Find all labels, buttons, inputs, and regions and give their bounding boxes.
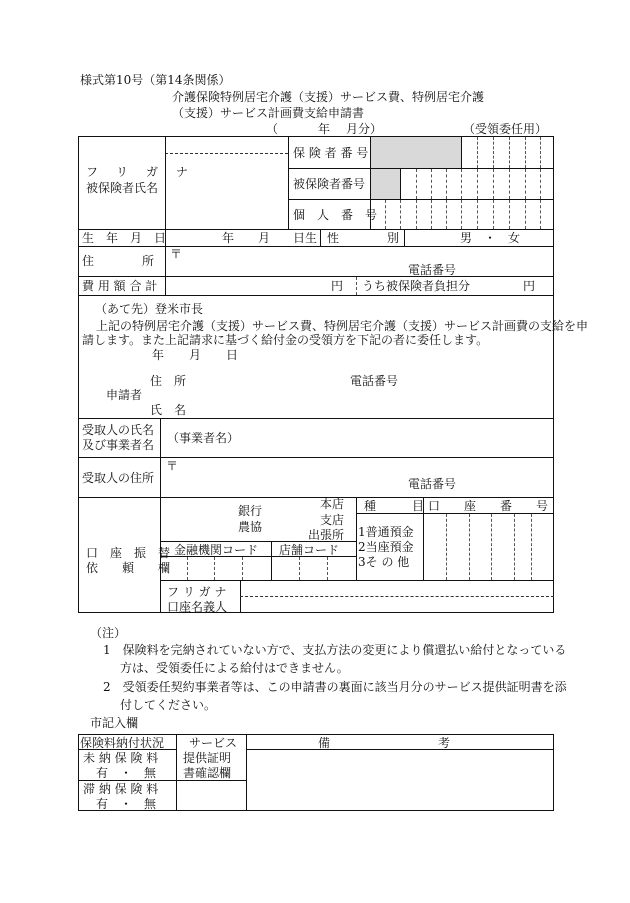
unpaid-premium-options[interactable]: 有 ・ 無 bbox=[96, 766, 157, 780]
period-year: 年 bbox=[318, 122, 331, 136]
insurer-number-label: 保 険 者 番 号 bbox=[293, 146, 369, 160]
account-type-current[interactable]: 2当座預金 bbox=[358, 540, 414, 554]
recipient-postal-mark: 〒 bbox=[166, 459, 179, 473]
postal-mark: 〒 bbox=[170, 247, 183, 261]
note-1-line-1: 1 保険料を完納されていない方で、支払方法の変更により償還払い給付となっている bbox=[103, 643, 567, 657]
applicant-label: 申請者 bbox=[106, 388, 143, 402]
period-month: 月分） bbox=[346, 122, 383, 136]
phone-label: 電話番号 bbox=[408, 263, 457, 277]
account-type-header: 種 目 bbox=[364, 499, 425, 513]
period-open: （ bbox=[266, 122, 279, 136]
branch-code-label: 店舗コード bbox=[279, 543, 340, 557]
account-number-header: 口 座 番 号 bbox=[428, 499, 549, 513]
city-section-heading: 市記入欄 bbox=[90, 716, 139, 730]
applicant-phone-label: 電話番号 bbox=[350, 374, 399, 388]
applicant-name-label: 氏 名 bbox=[150, 403, 187, 417]
request-date-year: 年 bbox=[152, 348, 165, 362]
insured-name-label: 被保険者氏名 bbox=[86, 181, 159, 195]
insured-number-label: 被保険者番号 bbox=[293, 177, 366, 191]
bank-section-label-1: 口 座 振 替 bbox=[86, 546, 171, 560]
account-type-other[interactable]: 3そ の 他 bbox=[358, 555, 410, 569]
unpaid-premium-label: 未 納 保 険 料 bbox=[83, 751, 159, 765]
note-2-line-1: 2 受領委任契約事業者等は、この申請書の裏面に該当月分のサービス提供証明書を添 bbox=[103, 680, 567, 694]
account-holder-label: 口座名義人 bbox=[167, 600, 228, 614]
notes-heading: （注） bbox=[90, 626, 127, 640]
payment-status-label: 保険料納付状況 bbox=[80, 736, 165, 750]
recipient-name-label-1: 受取人の氏名 bbox=[82, 423, 155, 437]
address-label: 住 所 bbox=[82, 254, 155, 268]
birth-date-label: 生 年 月 日 bbox=[82, 231, 167, 245]
branch-label: 支店 bbox=[320, 513, 345, 527]
service-header: サービス bbox=[189, 736, 238, 750]
sex-label: 性 別 bbox=[327, 231, 400, 245]
business-name-label: （事業者名） bbox=[167, 431, 240, 445]
account-type-ordinary[interactable]: 1普通預金 bbox=[358, 525, 414, 539]
birth-month: 月 bbox=[258, 231, 271, 245]
note-2-line-2: 付してください。 bbox=[120, 698, 217, 712]
request-date-month: 月 bbox=[189, 348, 202, 362]
sub-office-label: 出張所 bbox=[308, 528, 345, 542]
sex-options[interactable]: 男 ・ 女 bbox=[460, 231, 521, 245]
form-number: 様式第10号（第14条関係） bbox=[80, 73, 231, 87]
burden-yen: 円 bbox=[523, 279, 536, 293]
cost-yen: 円 bbox=[331, 279, 344, 293]
coop-label: 農協 bbox=[238, 520, 263, 534]
request-body-line-1: 上記の特例居宅介護（支援）サービス費、特例居宅介護（支援）サービス計画費の支給を申 bbox=[96, 319, 589, 333]
head-office-label: 本店 bbox=[320, 497, 345, 511]
remarks-header: 備 考 bbox=[318, 736, 451, 750]
personal-number-label: 個 人 番 号 bbox=[293, 208, 378, 222]
birth-day: 日生 bbox=[293, 231, 318, 245]
overdue-premium-label: 滞 納 保 険 料 bbox=[83, 782, 159, 796]
institution-code-label: 金融機関コード bbox=[174, 543, 259, 557]
recipient-address-label: 受取人の住所 bbox=[82, 471, 155, 485]
addressee: （あて先）登米市長 bbox=[95, 302, 204, 316]
title-line-1: 介護保険特例居宅介護（支援）サービス費、特例居宅介護 bbox=[172, 90, 485, 104]
overdue-premium-options[interactable]: 有 ・ 無 bbox=[96, 797, 157, 811]
request-body-line-2: 請します。また上記請求に基づく給付金の受領方を下記の者に委任します。 bbox=[82, 333, 489, 347]
burden-label: うち被保険者負担分 bbox=[362, 279, 471, 293]
proxy-label: （受領委任用） bbox=[463, 122, 548, 136]
note-1-line-2: 方は、受領委任による給付はできません。 bbox=[120, 661, 349, 675]
service-line-3: 書確認欄 bbox=[183, 766, 232, 780]
birth-year: 年 bbox=[222, 231, 235, 245]
holder-furigana-label: フ リ ガ ナ bbox=[167, 585, 227, 599]
service-line-2: 提供証明 bbox=[183, 751, 232, 765]
cost-total-label: 費 用 額 合 計 bbox=[82, 279, 158, 293]
recipient-name-label-2: 及び事業者名 bbox=[82, 438, 155, 452]
request-date-day: 日 bbox=[226, 348, 239, 362]
bank-section-label-2: 依 頼 欄 bbox=[86, 561, 171, 575]
applicant-address-label: 住 所 bbox=[150, 374, 187, 388]
title-line-2: （支援）サービス計画費支給申請書 bbox=[172, 106, 365, 120]
furigana-label: フ リ ガ ナ bbox=[86, 165, 192, 179]
bank-label: 銀行 bbox=[238, 504, 263, 518]
recipient-phone-label: 電話番号 bbox=[408, 477, 457, 491]
